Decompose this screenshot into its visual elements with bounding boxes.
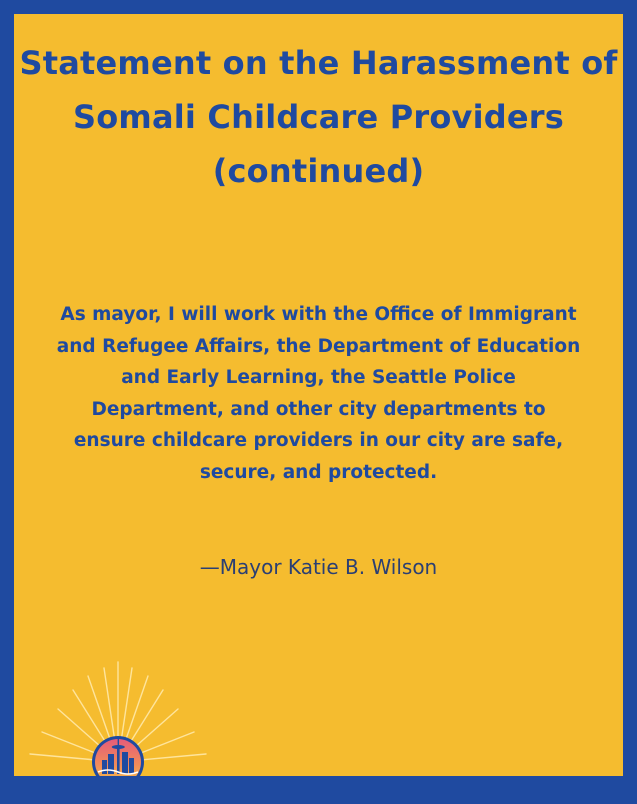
seattle-skyline-sunburst-logo-icon (18, 654, 218, 776)
statement-panel (14, 14, 623, 776)
statement-title: Statement on the Harassment of Somali Childcare Providers (continued) (19, 44, 618, 190)
statement-body: As mayor, I will work with the Office of Immigrant and Refugee Affairs, the Department of Education and Early Learning, the Seattle Police Department, and other city departments to ensure childcare providers in our city are safe, secure, and protected. (56, 304, 581, 483)
statement-attribution: —Mayor Katie B. Wilson (199, 555, 438, 579)
